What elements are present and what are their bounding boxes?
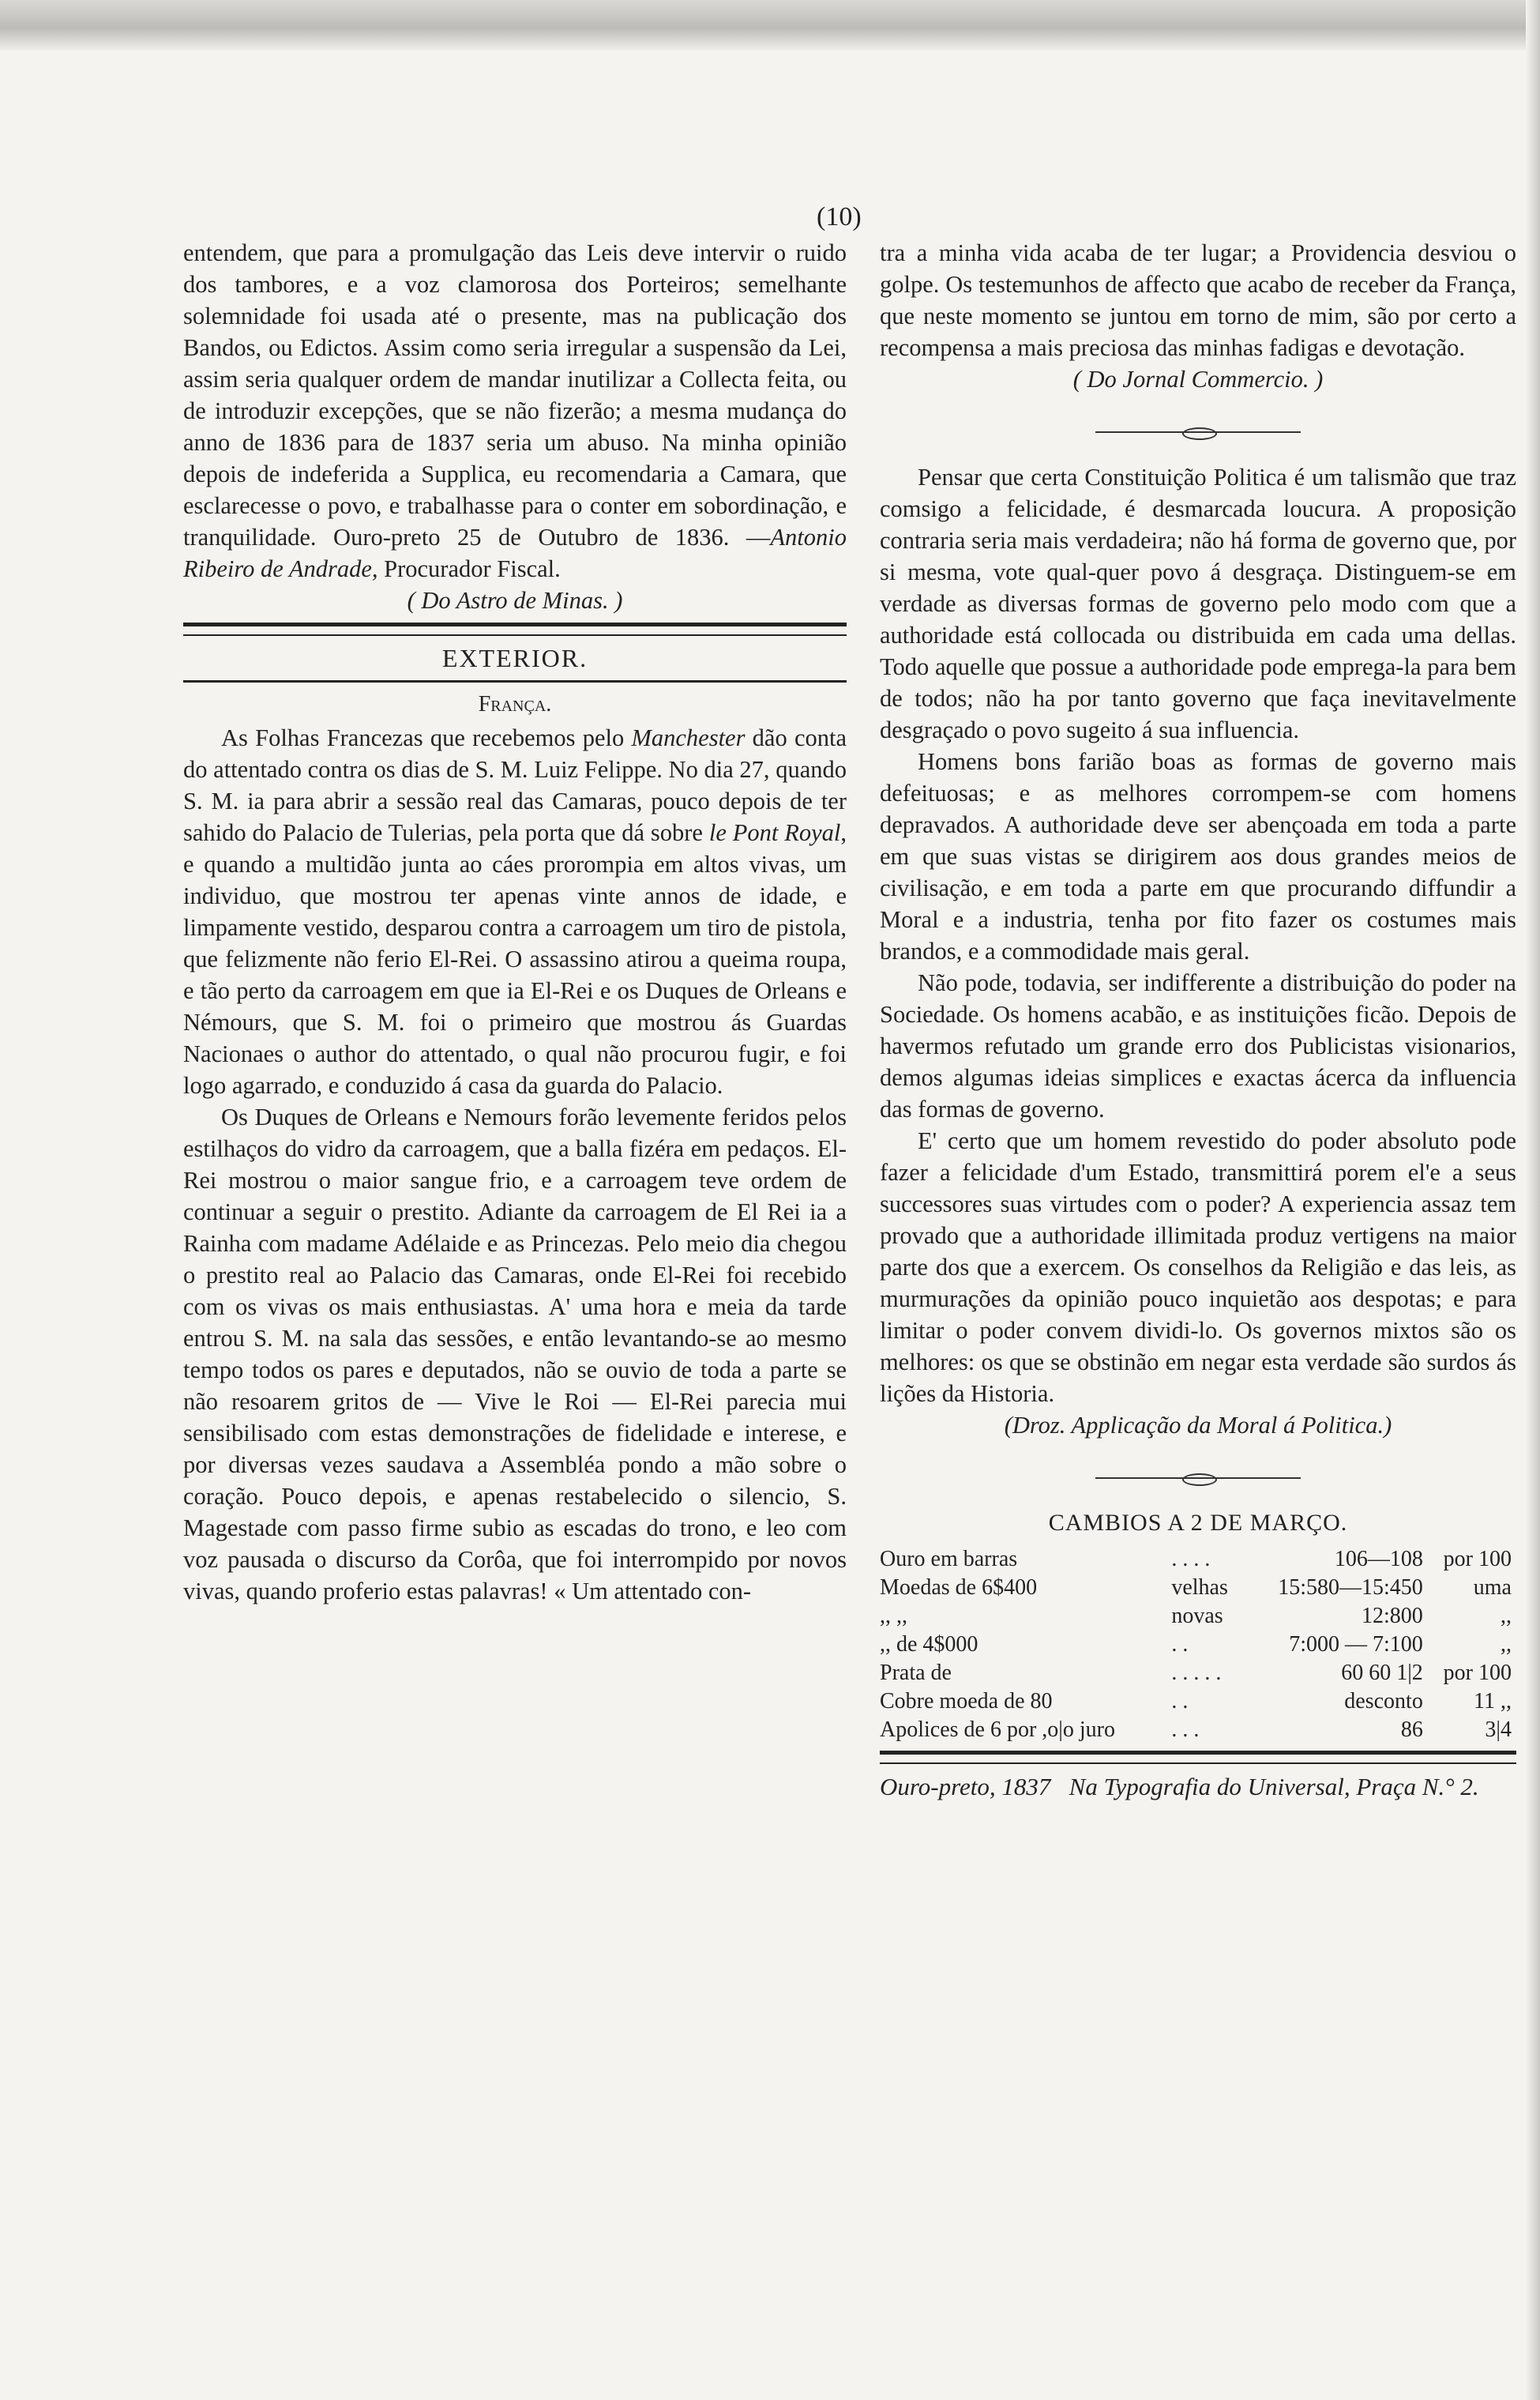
section-rule <box>183 680 847 683</box>
subheading: França. <box>478 692 552 717</box>
exchange-title: CAMBIOS A 2 DE MARÇO. <box>1048 1510 1348 1536</box>
exchange-row <box>880 1574 1516 1602</box>
exchange-cell: por 100 <box>1443 1547 1512 1571</box>
exchange-cell: Apolices de 6 por ,o|o juro <box>880 1717 1115 1742</box>
article-paragraph: Pensar que certa Constituição Politica é um talismão que traz comsigo a felicidade, é desmarcada loucura. A proposição contraria seria mais verdadeira; não há forma de governo que, por si mesma, vote qual-quer povo á desgraça. Distinguem-se em verdade as diversas formas de governo pelo modo com que a authoridade está collocada ou distribuida em cada uma dellas. Todo aquelle que possue a authoridade pode emprega-la para bem de todos; não ha por tanto governo que faça inevitavelmente desgraçado o povo sugeito á sua influencia. <box>880 464 1516 743</box>
exchange-cell: 106—108 <box>1334 1547 1423 1571</box>
signature: Antonio Ribeiro de Andrade, <box>183 524 847 582</box>
article-paragraph: Os Duques de Orleans e Nemours forão levemente feridos pelos estilhaços do vidro da carroagem, que a balla fizéra em pedaços. El-Rei mostrou o maior sangue frio, e a carroagem teve ordem de continuar a seguir o prestito. Adiante da carroagem de El Rei ia a Rainha com madame Adélaide e as Princezas. Pelo meio dia chegou o prestito real ao Palacio das Camaras, onde El-Rei foi recebido com os vivas os mais enthusiastas. A' uma hora e meia da tarde entrou S. M. na sala das sessões, e então levantando-se ao mesmo tempo todos os pares e deputados, não se ouvio de toda a parte se não resoarem gritos de — Vive le Roi — El-Rei parecia mui sensibilisado com estas demonstrações de fidelidade e interese, e por diversas vezes saudava a Assembléa pondo a mão sobre o coração. Pouco depois, e apenas restabelecido o silencio, S. Magestade com passo firme subio as escadas do trono, e leo com voz pausada o discurso da Corôa, que foi interrompido por novos vivas, quando proferio estas palavras! « Um attentado con- <box>183 1104 847 1604</box>
exchange-cell: Prata de <box>880 1661 952 1685</box>
exchange-cell: Ouro em barras <box>880 1547 1018 1571</box>
exchange-cell: . . . <box>1171 1717 1200 1742</box>
place-name: le Pont Royal <box>708 819 841 846</box>
signature-role: Procurador Fiscal. <box>377 555 561 582</box>
exchange-cell: 12:800 <box>1362 1604 1423 1628</box>
exchange-cell: 11 ,, <box>1474 1689 1512 1713</box>
source-credit: (Droz. Applicação da Moral á Politica.) <box>1004 1412 1392 1439</box>
scan-right-edge <box>1526 0 1540 2400</box>
section-heading: EXTERIOR. <box>441 644 588 672</box>
exchange-row <box>880 1602 1516 1631</box>
ship-name: Manchester <box>631 724 746 751</box>
scan-top-edge <box>0 0 1540 51</box>
imprint-rule <box>880 1751 1516 1764</box>
exchange-cell: velhas <box>1171 1575 1228 1600</box>
exchange-cell: ,, <box>1501 1604 1512 1628</box>
imprint-place-year: Ouro-preto, 1837 <box>880 1773 1051 1800</box>
exchange-row <box>880 1687 1516 1716</box>
page-number: (10) <box>817 202 862 231</box>
article-paragraph: E' certo que um homem revestido do poder absoluto pode fazer a felicidade d'um Estado, transmittirá porem el'e a seus successores suas virtudes com o poder? A experiencia assaz tem provado que a authoridade illimitada produz vertigens na maior parte dos que a exercem. Os conselhos da Religião e das leis, as murmurações da opinião pouco inquietão aos despotas; e para limitar o poder convem dividi-lo. Os governos mixtos são os melhores: os que se obstinão em negar esta verdade são surdos ás lições da Historia. <box>880 1127 1516 1407</box>
exchange-cell: 15:580—15:450 <box>1278 1575 1423 1600</box>
exchange-cell: Cobre moeda de 80 <box>880 1689 1053 1713</box>
exchange-row <box>880 1631 1516 1659</box>
paragraph-text: , e quando a multidão junta ao cáes prorompia em altos vivas, um individuo, que mostrou ter apenas vinte annos de idade, e limpamente vestido, desparou contra a carroagem um tiro de pistola, que felizmente não ferio El-Rei. O assassino atirou a queima roupa, e tão perto da carroagem em que ia El-Rei e os Duques de Orleans e Némours, que S. M. foi o primeiro que mostrou ás Guardas Nacionaes o author do attentado, o qual não procurou fugir, e foi logo agarrado, e conduzido á casa da guarda do Palacio. <box>183 819 847 1099</box>
exchange-row <box>880 1716 1516 1744</box>
exchange-cell: 3|4 <box>1485 1717 1512 1742</box>
left-column <box>183 237 847 1607</box>
right-column <box>880 237 1516 1804</box>
exchange-cell: desconto <box>1344 1689 1423 1713</box>
paragraph-text: dão conta do attentado contra os dias de S. M. Luiz Felippe. No dia 27, quando S. M. ia para abrir a sessão real das Camaras, pouco depois de ter sahido do Palacio de Tulerias, pela porta que dá sobre <box>183 724 847 846</box>
exchange-cell: . . <box>1171 1689 1189 1713</box>
article-paragraph: Não pode, todavia, ser indifferente a distribuição do poder na Sociedade. Os homens acabão, e as instituições ficão. Depois de havermos refutado um grande erro dos Publicistas visionarios, demos algumas ideias simplices e exactas ácerca da influencia das formas de governo. <box>880 969 1516 1123</box>
exchange-cell: Moedas de 6$400 <box>880 1575 1038 1600</box>
exchange-cell: 86 <box>1400 1717 1423 1742</box>
exchange-cell: por 100 <box>1443 1661 1512 1685</box>
article-paragraph: tra a minha vida acaba de ter lugar; a Providencia desviou o golpe. Os testemunhos de affecto que acabo de receber da França, que neste momento se juntou em torno de mim, são por certo a recompensa a mais preciosa das minhas fadigas e devotação. <box>880 239 1516 361</box>
article-paragraph: Homens bons farião boas as formas de governo mais defeituosas; e as melhores corrompem-se com homens depravados. A authoridade deve ser abençoada em toda a parte em que suas vistas se dirigirem aos dous grandes meios de civilisação, e em toda a parte em que procurando diffundir a Moral e a industria, tenha por fito fazer os costumes mais brandos, e a commodidade mais geral. <box>880 748 1516 965</box>
source-credit: ( Do Jornal Commercio. ) <box>1072 366 1324 393</box>
exchange-row <box>880 1545 1516 1574</box>
exchange-cell: . . . . . <box>1171 1661 1222 1685</box>
exchange-cell: . . . . <box>1171 1547 1211 1571</box>
source-credit: ( Do Astro de Minas. ) <box>407 587 623 614</box>
article-paragraph <box>183 722 847 1101</box>
ornamental-divider <box>880 1455 1516 1487</box>
exchange-cell: ,, de 4$000 <box>880 1632 978 1657</box>
exchange-row <box>880 1659 1516 1687</box>
exchange-cell: uma <box>1473 1575 1512 1600</box>
paragraph-text: As Folhas Francezas que recebemos pelo <box>221 724 632 751</box>
exchange-cell: ,, ,, <box>880 1604 907 1628</box>
exchange-cell: 7:000 — 7:100 <box>1289 1632 1423 1657</box>
section-rule <box>183 623 847 636</box>
paragraph-text: entendem, que para a promulgação das Leis deve intervir o ruido dos tambores, e a voz clamorosa dos Porteiros; semelhante solemnidade foi usada até o presente, mas na publicação dos Bandos, ou Edictos. Assim como seria irregular a suspensão da Lei, assim seria qualquer ordem de mandar inutilizar a Collecta feita, ou de introduzir excepções, que se não fizerão; a mesma mudança do anno de 1836 para de 1837 seria um abuso. Na minha opinião depois de indeferida a Supplica, eu recomendaria a Camara, que esclarecesse o povo, e trabalhasse para o conter em sobordinação, e tranquilidade. Ouro-preto 25 de Outubro de 1836. — <box>183 239 847 551</box>
imprint-printer: Na Typografia do Universal, Praça N.° 2. <box>1069 1773 1479 1800</box>
article-paragraph <box>183 237 847 585</box>
exchange-cell: ,, <box>1501 1632 1512 1657</box>
exchange-cell: novas <box>1171 1604 1223 1628</box>
exchange-cell: 60 60 1|2 <box>1341 1661 1423 1685</box>
imprint <box>880 1770 1516 1804</box>
exchange-table <box>880 1545 1516 1744</box>
ornamental-divider <box>880 409 1516 441</box>
exchange-cell: . . <box>1171 1632 1189 1657</box>
